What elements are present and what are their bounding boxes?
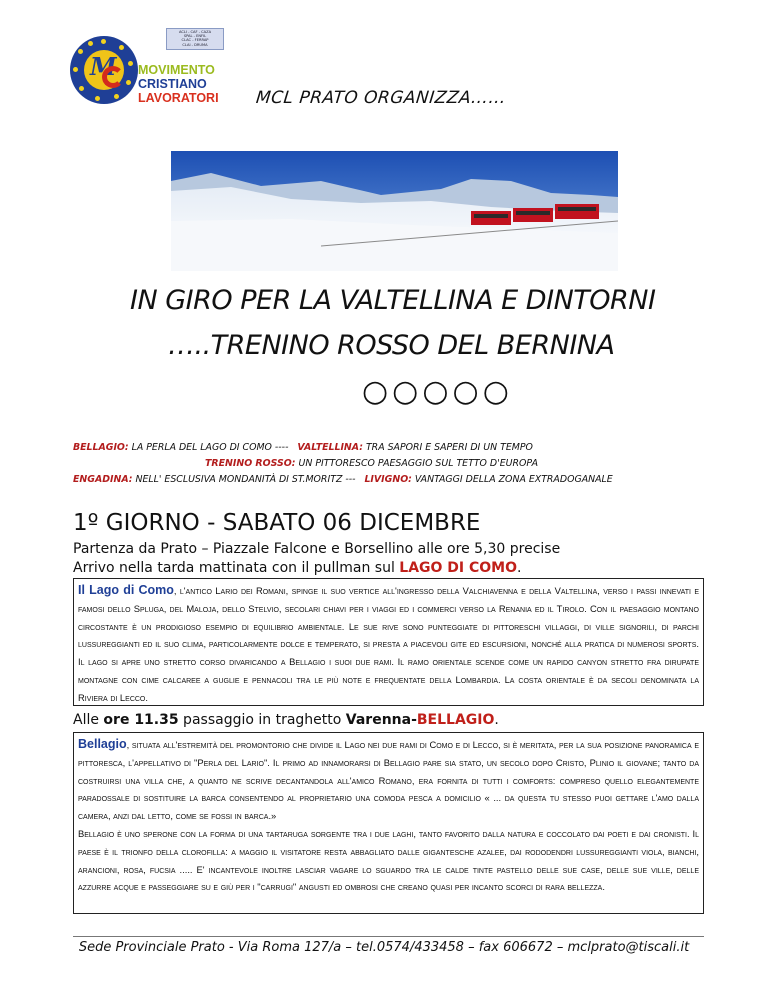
arrival-text: Arrivo nella tarda mattinata con il pullman sul: [73, 560, 400, 576]
mcl-logo-icon: M: [70, 36, 138, 104]
ferry-varenna: Varenna-: [345, 712, 417, 728]
box-lead: Il Lago di Como: [78, 583, 174, 597]
box-text: , situata all'estremità del promontorio che divide il Lago nei due rami di Como e di Lecco, si è meritata, per la sua posizione panoramica e pittoresca, l'appellativo di "Perla del Lario". Il primo ad innamorarsi di Bellagio pare sia stato, un secolo dopo Cristo, Plinio il giovane; tanto da costruirsi una villa che, a quanto ne scrive decantandola all'amico Romano, era fornita di tutti i comforts: compreso quello elegantemente paradossale di sostituire la barca consentendo al proprietario una comoda pesca a domicilio « ... da questa tu stesso puoi gettare l'amo dalla camera, anzi dal letto, come se fossi in barca.»: [78, 739, 699, 822]
partner-line: ACLI - CAF - CAZA: [178, 30, 212, 34]
logo-line-1: MOVIMENTO: [138, 63, 215, 77]
partner-logos: [166, 28, 224, 50]
partner-line: SPAL - ENFIL: [183, 34, 207, 39]
arrival-line: [73, 560, 521, 576]
footer-contact: Sede Provinciale Prato - Via Roma 127/a – tel.0574/433458 – fax 606672 – mclprato@tiscali.it: [78, 940, 690, 955]
logo-line-3: LAVORATORI: [138, 91, 219, 105]
ferry-suffix: .: [494, 712, 499, 728]
ferry-bellagio: BELLAGIO: [416, 712, 495, 728]
theme-key: VALTELLINA:: [297, 442, 363, 453]
organizer-heading: MCL PRATO ORGANIZZA……: [254, 88, 508, 108]
decorative-dots: ○○○○○: [362, 374, 513, 409]
theme-row-2: [205, 458, 538, 469]
logo-wordmark: [138, 63, 219, 105]
theme-separator: ----: [271, 442, 289, 453]
theme-key: TRENINO ROSSO:: [205, 458, 296, 469]
main-title: IN GIRO PER LA VALTELLINA E DINTORNI: [130, 285, 656, 316]
footer-divider: [73, 936, 704, 937]
theme-row-1: [73, 442, 533, 453]
theme-key: ENGADINA:: [73, 474, 133, 485]
departure-line: Partenza da Prato – Piazzale Falcone e Borsellino alle ore 5,30 precise: [73, 541, 561, 557]
theme-text: UN PITTORESCO PAESAGGIO SUL TETTO D'EUROPA: [295, 458, 538, 469]
ferry-text: passaggio in traghetto: [178, 712, 346, 728]
logo-line-2: CRISTIANO: [138, 77, 207, 91]
theme-text: TRA SAPORI E SAPERI DI UN TEMPO: [362, 442, 533, 453]
partner-line: CLAC - FERRAP: [181, 38, 209, 43]
lago-di-como-box: [73, 578, 704, 706]
box-text: , l'antico Lario dei Romani, spinge il suo vertice all'ingresso della Valchiavenna e della Valtellina, verso i passi innevati e famosi dello Spluga, del Maloja, dello Stelvio, secolari chiavi per i viaggi ed i commerci verso la Renania ed il Tirolo. Con il paesaggio montano circostante è un prodigioso esempio di equilibrio ambientale. Le sue rive sono punteggiate di pittoreschi villaggi, di ville signorili, di parchi lussureggianti ed il suo clima, particolarmente dolce e temperato, si presta a piacevoli gite ed escursioni, nonché alla pratica di numerosi sports. Il lago si apre uno stretto corso divaricando a Bellagio i suoi due rami. Il ramo orientale scende come un rapido canyon stretto fra dirupate montagne con cime calcaree a guglie e pennacoli tra le più note e frequentate della Lombardia. La costa orientale è da secoli denominata la Riviera di Lecco.: [78, 585, 699, 703]
theme-key: BELLAGIO:: [73, 442, 129, 453]
main-subtitle: …..TRENINO ROSSO DEL BERNINA: [168, 330, 615, 361]
bellagio-box: [73, 732, 704, 914]
ferry-line: [73, 712, 499, 728]
box-lead: Bellagio: [78, 737, 127, 751]
ferry-prefix: Alle: [73, 712, 104, 728]
day-heading: 1º GIORNO - SABATO 06 DICEMBRE: [73, 510, 481, 536]
box-text-2: Bellagio è uno sperone con la forma di una tartaruga sorgente tra i due laghi, tanto favorito dalla natura e coccolato dai poeti e dai cronisti. Il paese è il trionfo della clorofilla: a maggio il visitatore resta abbagliato dalle gigantesche azalee, dai rododendri lussureggianti viola, bianchi, arancioni, rosa, fucsia ..... E' incantevole inoltre lasciar vagare lo sguardo tra le calde tinte pastello delle sue case, delle sue ville, delle azzurre acque e passeggiare su e giù per i "carrugi" angusti ed ombrosi che creano quasi per incanto scorci di rara bellezza.: [78, 827, 699, 893]
theme-text: LA PERLA DEL LAGO DI COMO: [128, 442, 272, 453]
bernina-train-photo: [171, 151, 618, 271]
theme-text: VANTAGGI DELLA ZONA EXTRADOGANALE: [411, 474, 613, 485]
ferry-time: ore 11.35: [103, 712, 179, 728]
theme-row-3: [73, 474, 613, 485]
partner-line: CLAI - DRUMA: [182, 42, 208, 47]
theme-text: NELL' ESCLUSIVA MONDANITÀ DI ST.MORITZ ---: [132, 474, 356, 485]
theme-key: LIVIGNO:: [364, 474, 412, 485]
arrival-suffix: .: [517, 560, 522, 576]
arrival-place: LAGO DI COMO: [399, 560, 518, 576]
